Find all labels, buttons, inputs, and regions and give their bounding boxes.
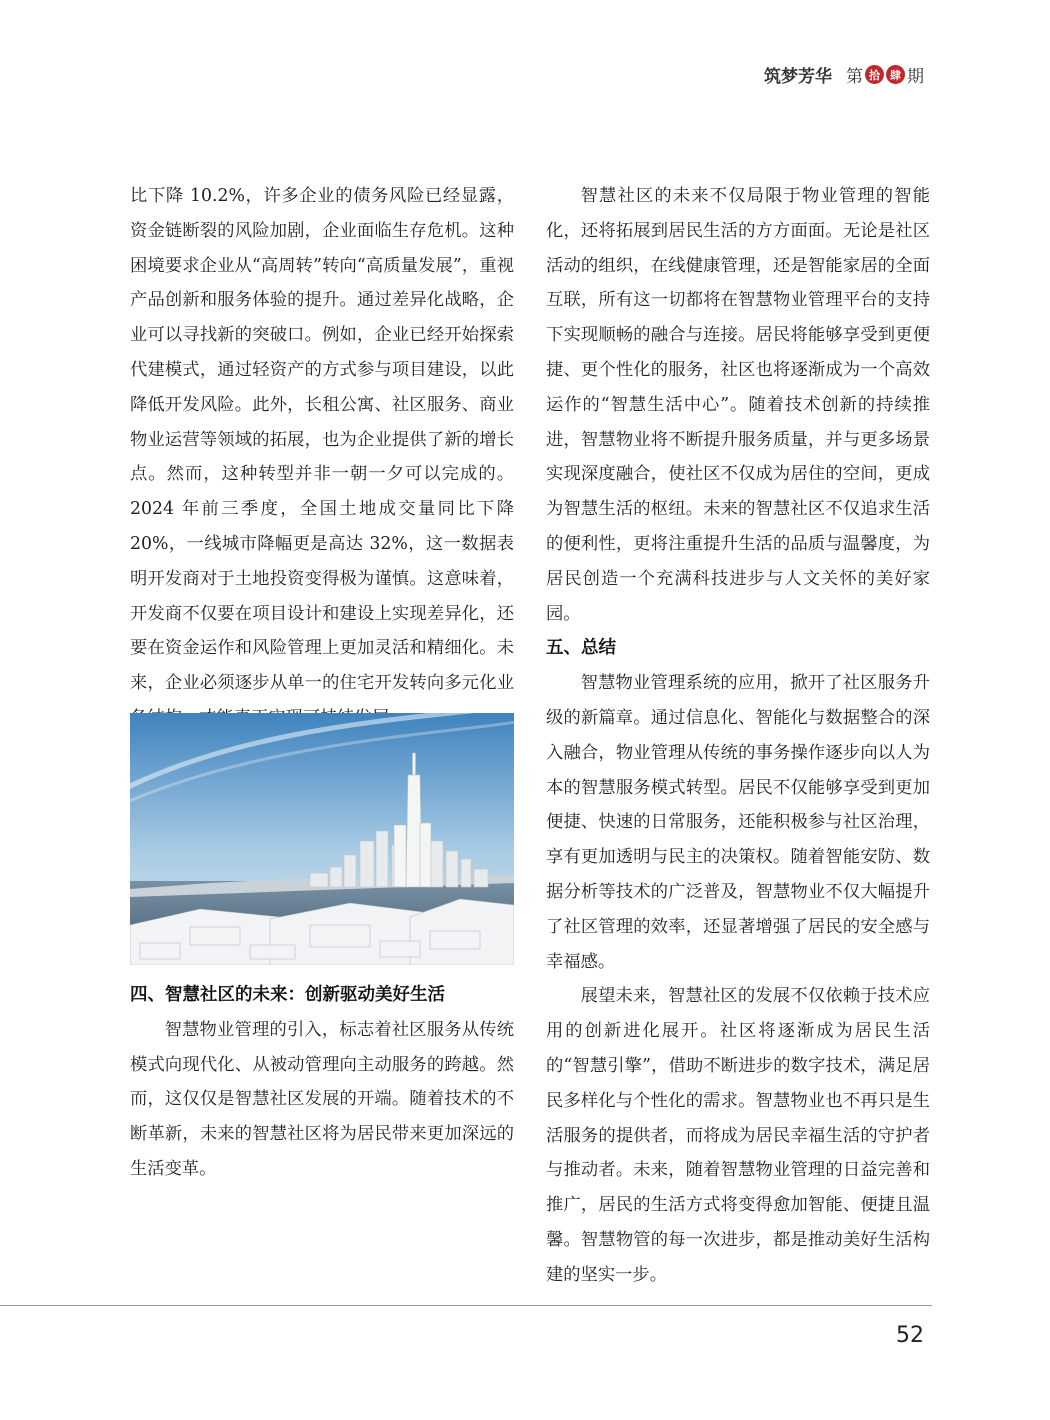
body-paragraph: 智慧物业管理系统的应用，掀开了社区服务升级的新篇章。通过信息化、智能化与数据整合的深入融合，物业管理从传统的事务操作逐步向以人为本的智慧服务模式转型。居民不仅能够享受到更加便捷、快速的日常服务，还能积极参与社区治理，享有更加透明与民主的决策权。随着智能安防、数据分析等技术的广泛普及，智慧物业不仅大幅提升了社区管理的效率，还显著增强了居民的安全感与幸福感。 bbox=[546, 673, 930, 972]
running-header bbox=[764, 62, 924, 87]
body-paragraph: 展望未来，智慧社区的发展不仅依赖于技术应用的创新进化展开。社区将逐渐成为居民生活的“智慧引擎”，借助不断进步的数字技术，满足居民多样化与个性化的需求。智慧物业也不再只是生活服务的提供者，而将成为居民幸福生活的守护者与推动者。未来，随着智慧物业管理的日益完善和推广，居民的生活方式将变得愈加智能、便捷且温馨。智慧物管的每一次进步，都是推动美好生活构建的坚实一步。 bbox=[546, 986, 930, 1285]
city-skyline-photo bbox=[130, 713, 514, 965]
left-column-section4 bbox=[130, 978, 514, 1187]
right-column bbox=[546, 179, 930, 1293]
issue-number-badge: 拾 bbox=[865, 65, 884, 84]
page-number: 52 bbox=[896, 1323, 924, 1348]
issue-prefix: 第 bbox=[846, 67, 863, 87]
left-column bbox=[130, 179, 514, 736]
issue-number-badge: 肆 bbox=[886, 65, 905, 84]
issue-suffix: 期 bbox=[907, 67, 924, 87]
body-paragraph: 智慧物业管理的引入，标志着社区服务从传统模式向现代化、从被动管理向主动服务的跨越。然而，这仅仅是智慧社区发展的开端。随着技术的不断革新，未来的智慧社区将为居民带来更加深远的生活变革。 bbox=[130, 1019, 514, 1179]
section-heading: 五、总结 bbox=[546, 638, 616, 659]
magazine-title: 筑梦芳华 bbox=[764, 67, 832, 87]
body-paragraph: 智慧社区的未来不仅局限于物业管理的智能化，还将拓展到居民生活的方方面面。无论是社区活动的组织，在线健康管理，还是智能家居的全面互联，所有这一切都将在智慧物业管理平台的支持下实现顺畅的融合与连接。居民将能够享受到更便捷、更个性化的服务，社区也将逐渐成为一个高效运作的“智慧生活中心”。随着技术创新的持续推进，智慧物业将不断提升服务质量，并与更多场景实现深度融合，使社区不仅成为居住的空间，更成为智慧生活的枢纽。未来的智慧社区不仅追求生活的便利性，更将注重提升生活的品质与温馨度，为居民创造一个充满科技进步与人文关怀的美好家园。 bbox=[546, 186, 930, 624]
issue-label bbox=[846, 62, 924, 87]
body-paragraph: 比下降 10.2%，许多企业的债务风险已经显露，资金链断裂的风险加剧，企业面临生存危机。这种困境要求企业从“高周转”转向“高质量发展”，重视产品创新和服务体验的提升。通过差异化战略，企业可以寻找新的突破口。例如，企业已经开始探索代建模式，通过轻资产的方式参与项目建设，以此降低开发风险。此外，长租公寓、社区服务、商业物业运营等领域的拓展，也为企业提供了新的增长点。然而，这种转型并非一朝一夕可以完成的。2024 年前三季度，全国土地成交量同比下降 20%，一线城市降幅更是高达 32%，这一数据表明开发商对于土地投资变得极为谨慎。这意味着，开发商不仅要在项目设计和建设上实现差异化，还要在资金运作和风险管理上更加灵活和精细化。未来，企业必须逐步从单一的住宅开发转向多元化业 bbox=[130, 186, 514, 694]
section-heading: 四、智慧社区的未来：创新驱动美好生活 bbox=[130, 985, 445, 1005]
footer-divider bbox=[0, 1305, 932, 1306]
